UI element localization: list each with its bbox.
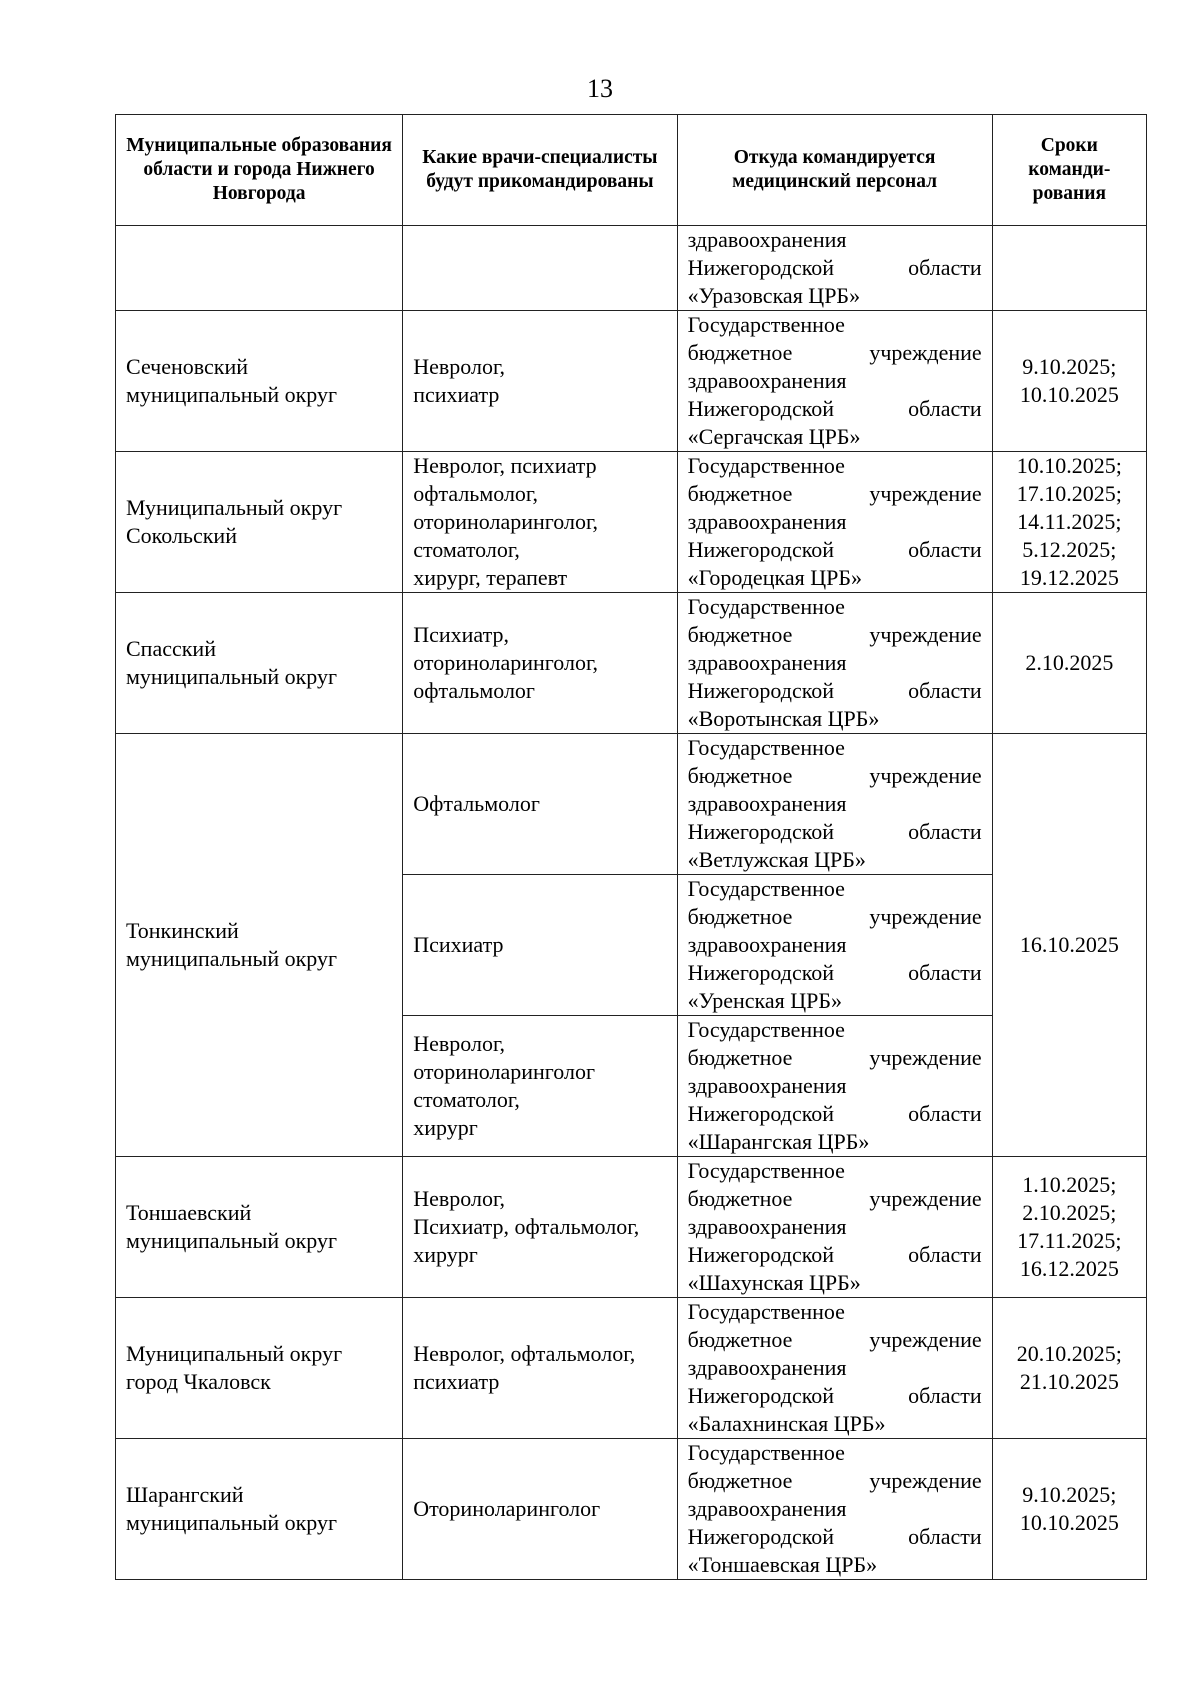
schedule-table	[115, 114, 1147, 1580]
table-row	[116, 452, 1147, 593]
district-cell: Тонкинский муниципальный округ	[116, 734, 403, 1157]
district-cell: Спасский муниципальный округ	[116, 593, 403, 734]
source-cell: здравоохранения Нижегородской области «Уразовская ЦРБ»	[677, 226, 992, 311]
source-cell: Государственное бюджетное учреждение здравоохранения Нижегородской области «Тоншаевская ЦРБ»	[677, 1439, 992, 1580]
header-source: Откуда командируется медицинский персонал	[677, 115, 992, 226]
district-cell	[116, 226, 403, 311]
source-cell: Государственное бюджетное учреждение здравоохранения Нижегородской области «Городецкая ЦРБ»	[677, 452, 992, 593]
specialists-cell: Невролог, офтальмолог, психиатр	[403, 1298, 677, 1439]
source-cell: Государственное бюджетное учреждение здравоохранения Нижегородской области «Шарангская ЦРБ»	[677, 1016, 992, 1157]
header-specialists: Какие врачи-специалисты будут прикомандированы	[403, 115, 677, 226]
specialists-cell: Психиатр	[403, 875, 677, 1016]
table-row	[116, 226, 1147, 311]
table-row	[116, 1298, 1147, 1439]
district-cell: Муниципальный округ город Чкаловск	[116, 1298, 403, 1439]
dates-cell: 10.10.2025; 17.10.2025; 14.11.2025; 5.12.2025; 19.12.2025	[992, 452, 1146, 593]
specialists-cell: Офтальмолог	[403, 734, 677, 875]
dates-cell: 2.10.2025	[992, 593, 1146, 734]
specialists-cell: Невролог, Психиатр, офтальмолог, хирург	[403, 1157, 677, 1298]
specialists-cell	[403, 226, 677, 311]
specialists-cell: Психиатр, оториноларинголог, офтальмолог	[403, 593, 677, 734]
table-row	[116, 311, 1147, 452]
header-district: Муниципальные образования области и города Нижнего Новгорода	[116, 115, 403, 226]
specialists-cell: Невролог, оториноларинголог стоматолог, хирург	[403, 1016, 677, 1157]
table-row	[116, 1157, 1147, 1298]
header-dates: Сроки команди-рования	[992, 115, 1146, 226]
specialists-cell: Невролог, психиатр	[403, 311, 677, 452]
district-cell: Тоншаевский муниципальный округ	[116, 1157, 403, 1298]
dates-cell: 1.10.2025; 2.10.2025; 17.11.2025; 16.12.2025	[992, 1157, 1146, 1298]
header-row	[116, 115, 1147, 226]
district-cell: Шарангский муниципальный округ	[116, 1439, 403, 1580]
table-row	[116, 734, 1147, 875]
source-cell: Государственное бюджетное учреждение здравоохранения Нижегородской области «Балахнинская ЦРБ»	[677, 1298, 992, 1439]
table-row	[116, 1439, 1147, 1580]
specialists-cell: Невролог, психиатр офтальмолог, оториноларинголог, стоматолог, хирург, терапевт	[403, 452, 677, 593]
dates-cell: 9.10.2025; 10.10.2025	[992, 311, 1146, 452]
dates-cell: 16.10.2025	[992, 734, 1146, 1157]
district-cell: Муниципальный округ Сокольский	[116, 452, 403, 593]
dates-cell: 20.10.2025; 21.10.2025	[992, 1298, 1146, 1439]
specialists-cell: Оториноларинголог	[403, 1439, 677, 1580]
source-cell: Государственное бюджетное учреждение здравоохранения Нижегородской области «Сергачская ЦРБ»	[677, 311, 992, 452]
dates-cell	[992, 226, 1146, 311]
source-cell: Государственное бюджетное учреждение здравоохранения Нижегородской области «Уренская ЦРБ»	[677, 875, 992, 1016]
table-row	[116, 593, 1147, 734]
page-number: 13	[587, 74, 613, 103]
source-cell: Государственное бюджетное учреждение здравоохранения Нижегородской области «Воротынская ЦРБ»	[677, 593, 992, 734]
source-cell: Государственное бюджетное учреждение здравоохранения Нижегородской области «Ветлужская ЦРБ»	[677, 734, 992, 875]
district-cell: Сеченовский муниципальный округ	[116, 311, 403, 452]
dates-cell: 9.10.2025; 10.10.2025	[992, 1439, 1146, 1580]
source-cell: Государственное бюджетное учреждение здравоохранения Нижегородской области «Шахунская ЦРБ»	[677, 1157, 992, 1298]
